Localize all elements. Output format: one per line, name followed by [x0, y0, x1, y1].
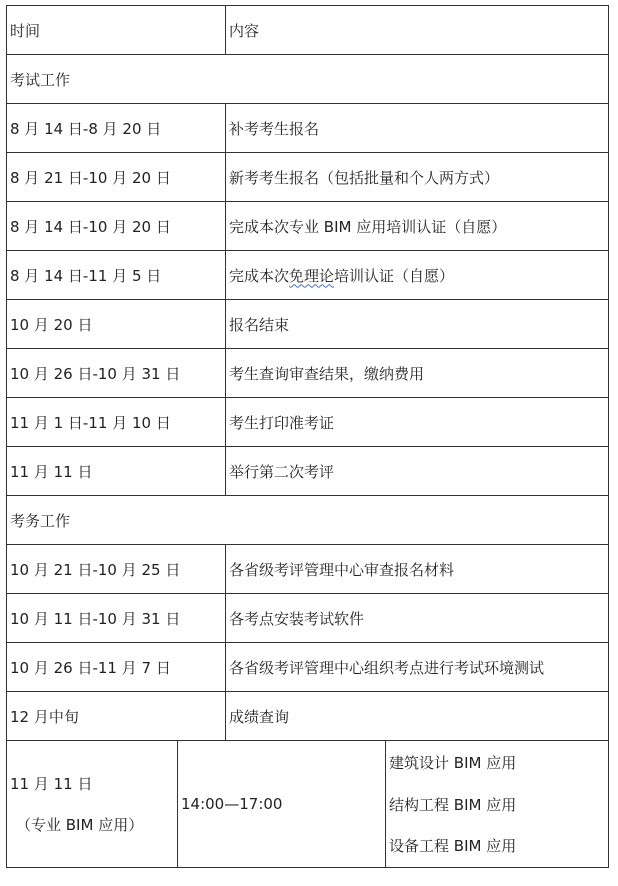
row-time: 10 月 11 日-10 月 31 日 — [7, 594, 226, 643]
row-time: 11 月 1 日-11 月 10 日 — [7, 398, 226, 447]
header-content: 内容 — [226, 6, 609, 55]
exam-subject: 设备工程 BIM 应用 — [389, 837, 517, 855]
table-row — [7, 692, 609, 741]
table-row — [7, 300, 609, 349]
header-time: 时间 — [7, 6, 226, 55]
table-row — [7, 153, 609, 202]
row-content: 完成本次专业 BIM 应用培训认证（自愿） — [226, 202, 609, 251]
row-time: 10 月 21 日-10 月 25 日 — [7, 545, 226, 594]
table-row — [7, 447, 609, 496]
exam-schedule-row — [7, 741, 609, 868]
row-time: 8 月 14 日-10 月 20 日 — [7, 202, 226, 251]
table-row — [7, 643, 609, 692]
schedule-table — [6, 5, 609, 868]
row-time: 8 月 14 日-8 月 20 日 — [7, 104, 226, 153]
header-row — [7, 6, 609, 55]
table-row — [7, 202, 609, 251]
section-row — [7, 496, 609, 545]
exam-note: （专业 BIM 应用） — [16, 816, 144, 834]
row-content: 各省级考评管理中心审查报名材料 — [226, 545, 609, 594]
exam-date: 11 月 11 日 — [10, 775, 93, 793]
section-title: 考试工作 — [7, 55, 609, 104]
table-row — [7, 398, 609, 447]
row-time: 11 月 11 日 — [7, 447, 226, 496]
table-row — [7, 349, 609, 398]
row-time: 8 月 21 日-10 月 20 日 — [7, 153, 226, 202]
table-row — [7, 251, 609, 300]
table-row — [7, 545, 609, 594]
row-time: 10 月 20 日 — [7, 300, 226, 349]
row-content: 补考考生报名 — [226, 104, 609, 153]
row-content: 考生查询审查结果，缴纳费用 — [226, 349, 609, 398]
schedule-table-container — [6, 5, 608, 868]
row-time: 8 月 14 日-11 月 5 日 — [7, 251, 226, 300]
row-content: 考生打印准考证 — [226, 398, 609, 447]
exam-subject: 建筑设计 BIM 应用 — [389, 754, 517, 772]
row-content: 完成本次免理论培训认证（自愿） — [226, 251, 609, 300]
spellcheck-flagged-text: 免理论 — [289, 266, 335, 285]
exam-subjects-cell — [386, 741, 609, 868]
table-row — [7, 104, 609, 153]
row-content: 报名结束 — [226, 300, 609, 349]
exam-subject: 结构工程 BIM 应用 — [389, 795, 517, 814]
row-content: 新考考生报名（包括批量和个人两方式） — [226, 153, 609, 202]
row-content: 各省级考评管理中心组织考点进行考试环境测试 — [226, 643, 609, 692]
section-title: 考务工作 — [7, 496, 609, 545]
row-content: 成绩查询 — [226, 692, 609, 741]
row-time: 10 月 26 日-10 月 31 日 — [7, 349, 226, 398]
row-time: 10 月 26 日-11 月 7 日 — [7, 643, 226, 692]
row-content: 举行第二次考评 — [226, 447, 609, 496]
row-content: 各考点安装考试软件 — [226, 594, 609, 643]
row-time: 12 月中旬 — [7, 692, 226, 741]
table-row — [7, 594, 609, 643]
exam-time-range: 14:00—17:00 — [178, 741, 386, 868]
exam-date-cell — [7, 741, 178, 868]
section-row — [7, 55, 609, 104]
